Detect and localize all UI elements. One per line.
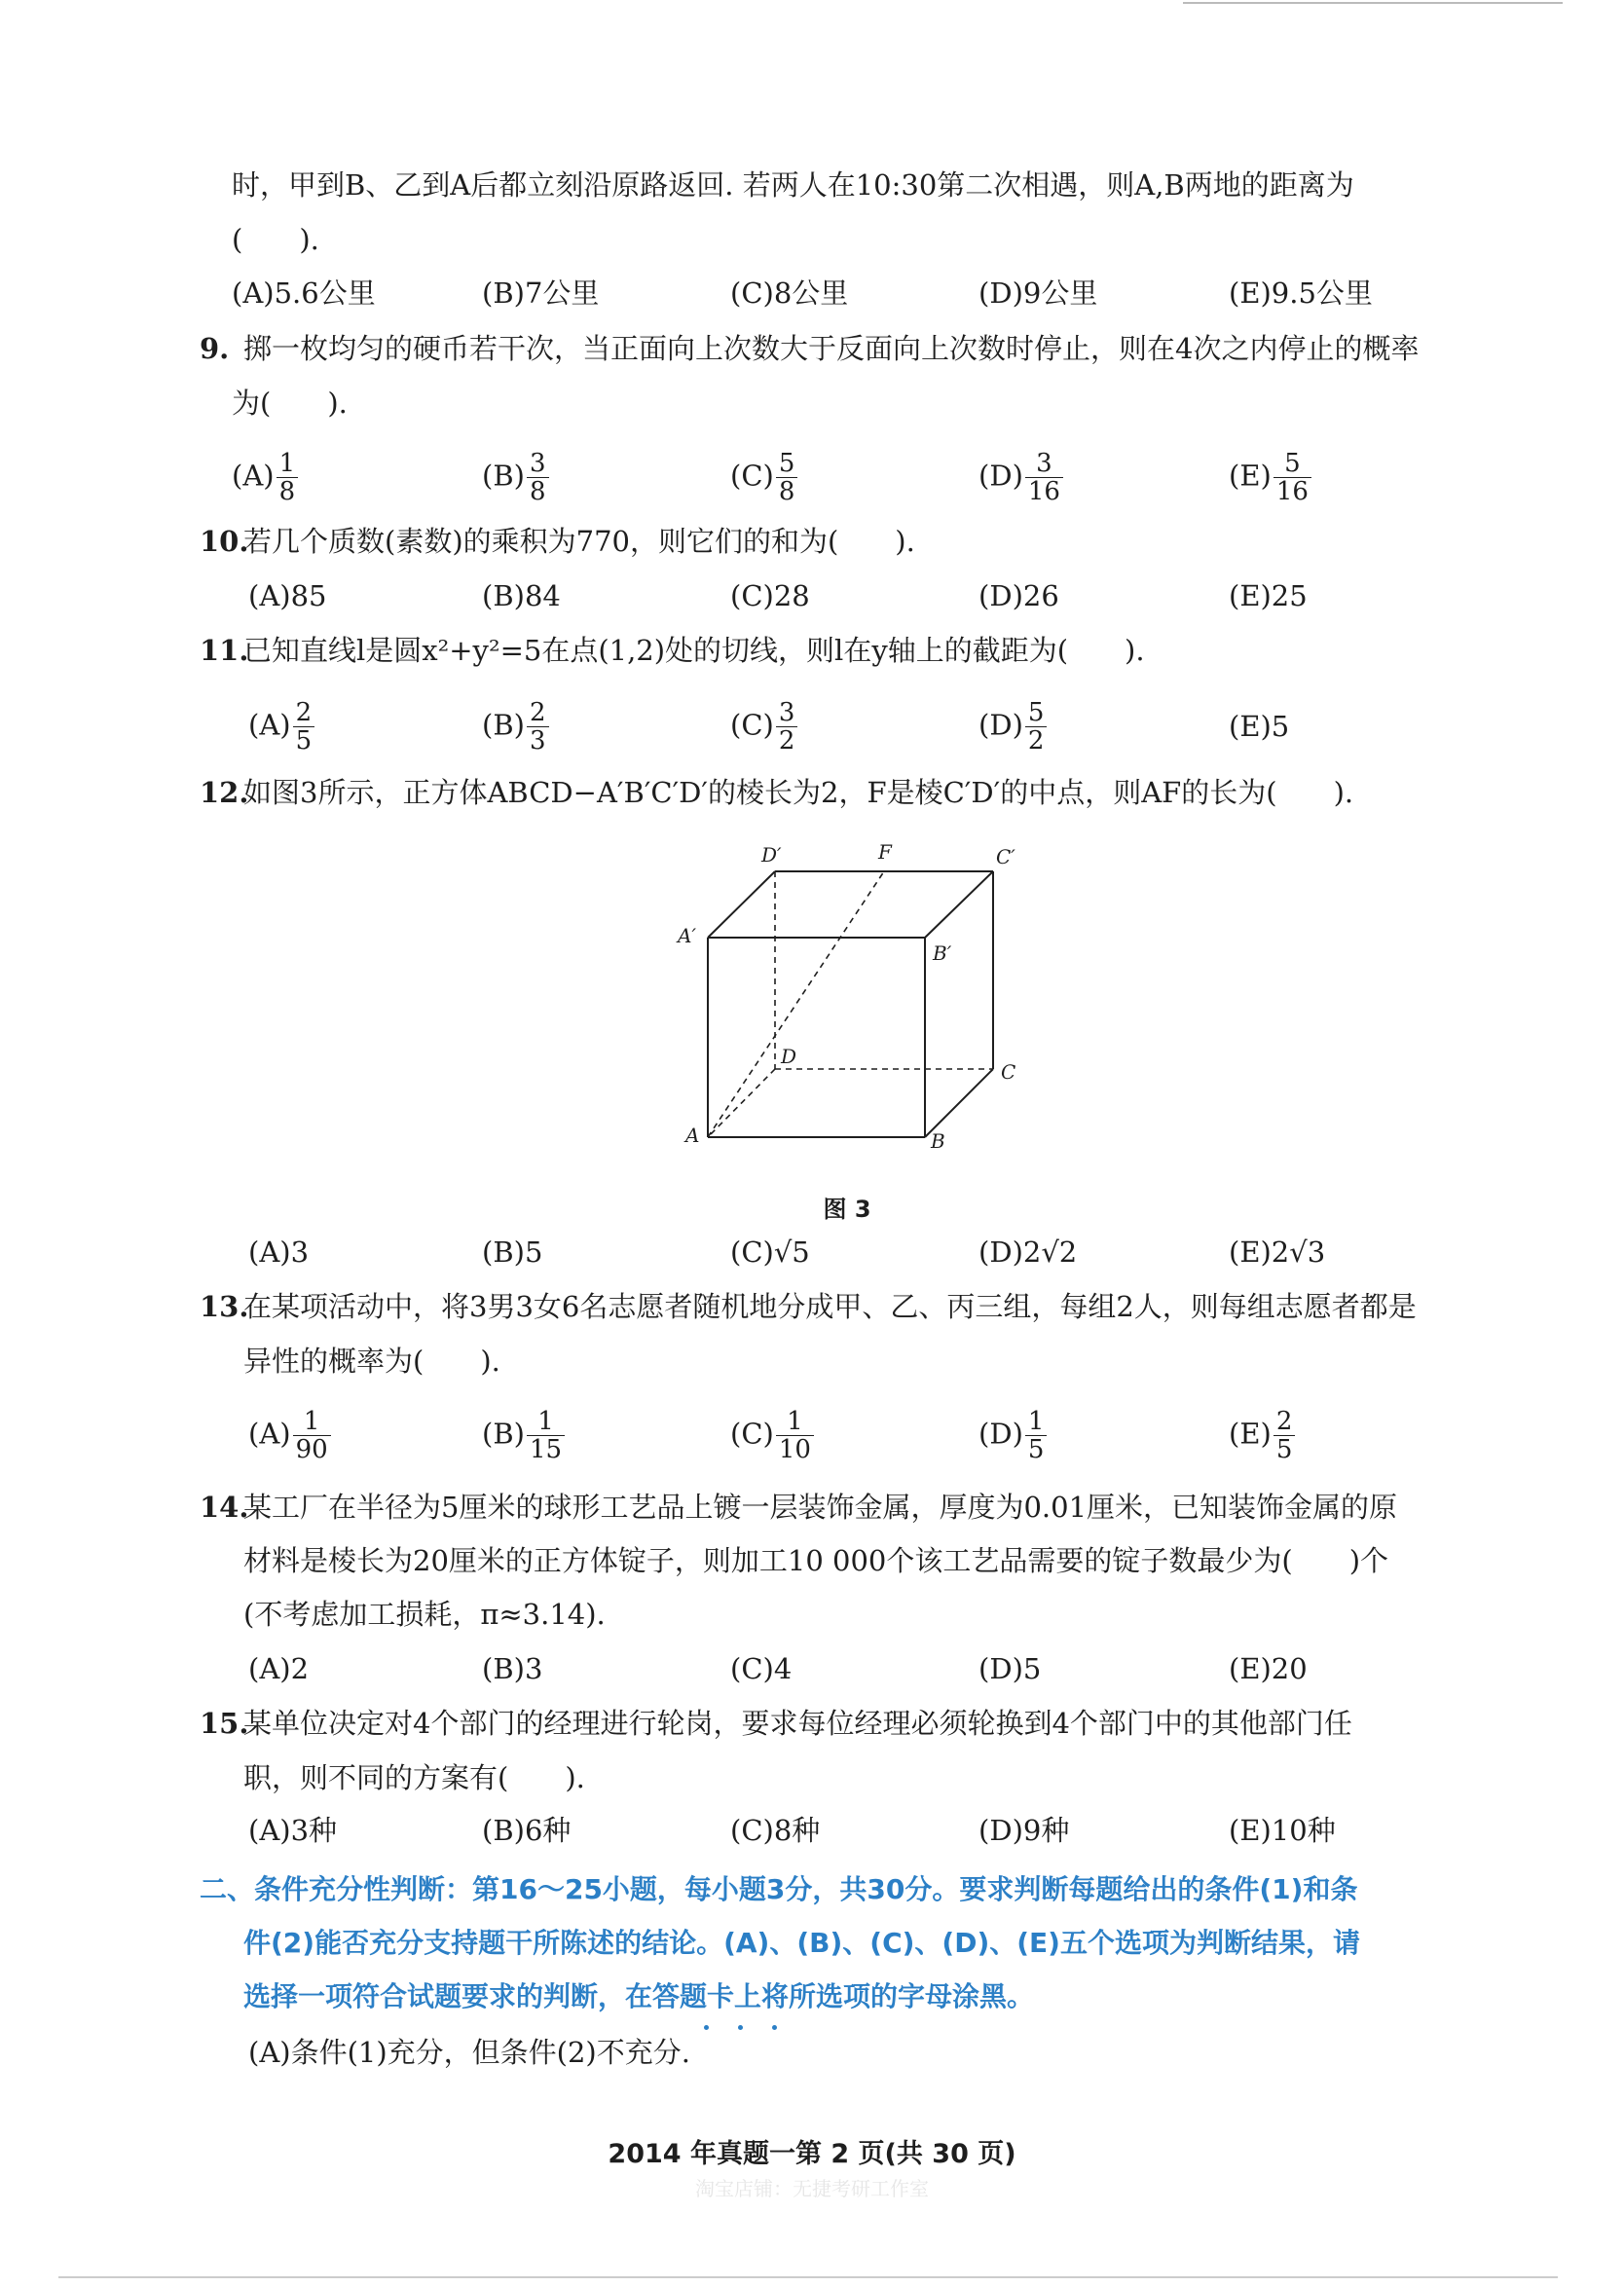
q9-option-c: (C) $\frac{5}{8}$ (730, 450, 797, 505)
q8-text-line1: 时，甲到B、乙到A后都立刻沿原路返回. 若两人在10:30第二次相遇，则A,B两地的距离为 (232, 168, 1354, 202)
q8-option-e: (E)9.5公里 (1229, 277, 1373, 310)
q14-option-e: (E)20 (1229, 1652, 1308, 1685)
q13-option-c: (C) $\frac{1}{10}$ (730, 1408, 814, 1463)
q11-option-a: (A) $\frac{2}{5}$ (248, 699, 314, 755)
q10-option-e: (E)25 (1229, 579, 1308, 612)
q13-text-line2: 异性的概率为( ). (243, 1345, 500, 1378)
q10-option-d: (D)26 (978, 579, 1059, 612)
top-rule (1183, 2, 1563, 4)
q15-option-b: (B)6种 (482, 1814, 572, 1847)
q14-option-a: (A)2 (248, 1652, 310, 1685)
q12-option-e: (E)2√3 (1229, 1236, 1326, 1269)
label-a: A (685, 1124, 700, 1147)
q12-number: 12. (200, 776, 249, 809)
section2-option-a: (A)条件(1)充分，但条件(2)不充分. (248, 2036, 690, 2069)
q14-option-c: (C)4 (730, 1652, 793, 1685)
q10-number: 10. (200, 525, 249, 558)
q13-option-a: (A) $\frac{1}{90}$ (248, 1408, 331, 1463)
q14-number: 14. (200, 1491, 249, 1524)
q8-option-d: (D)9公里 (978, 277, 1098, 310)
q14-text-line1: 某工厂在半径为5厘米的球形工艺品上镀一层装饰金属，厚度为0.01厘米，已知装饰金属的原 (243, 1491, 1398, 1524)
q13-option-e: (E) $\frac{2}{5}$ (1229, 1408, 1295, 1463)
q11-number: 11. (200, 634, 249, 667)
q9-option-a: (A) $\frac{1}{8}$ (232, 450, 298, 505)
emphasis-dot (704, 2025, 709, 2030)
section2-heading-line2: 件(2)能否充分支持题干所陈述的结论。(A)、(B)、(C)、(D)、(E)五个选项为判断结果，请 (243, 1927, 1360, 1959)
label-c: C (1001, 1060, 1016, 1084)
q8-text-line2: ( ). (232, 223, 319, 256)
cube-figure (662, 837, 1052, 1168)
label-a-prime: A′ (678, 924, 696, 947)
q11-option-e: (E)5 (1229, 710, 1290, 743)
page-footer: 2014 年真题一第 2 页(共 30 页) (608, 2139, 1016, 2169)
emphasis-dot (772, 2025, 777, 2030)
q15-option-c: (C)8种 (730, 1814, 821, 1847)
q11-option-b: (B) $\frac{2}{3}$ (482, 699, 549, 755)
q13-text-line1: 在某项活动中，将3男3女6名志愿者随机地分成甲、乙、丙三组，每组2人，则每组志愿者都是 (243, 1290, 1417, 1323)
label-f: F (878, 840, 892, 864)
q10-option-c: (C)28 (730, 579, 810, 612)
figure-caption: 图 3 (823, 1196, 871, 1223)
q14-option-d: (D)5 (978, 1652, 1042, 1685)
bottom-rule (58, 2276, 1558, 2278)
label-c-prime: C′ (996, 845, 1015, 868)
q9-option-e: (E) $\frac{5}{16}$ (1229, 450, 1311, 505)
q11-text: 已知直线l是圆x²+y²=5在点(1,2)处的切线，则l在y轴上的截距为( ). (243, 634, 1145, 667)
q13-number: 13. (200, 1290, 249, 1323)
q10-option-a: (A)85 (248, 579, 327, 612)
q12-option-d: (D)2√2 (978, 1236, 1078, 1269)
q8-option-b: (B)7公里 (482, 277, 600, 310)
q8-option-c: (C)8公里 (730, 277, 849, 310)
q9-text-line2: 为( ). (232, 387, 348, 420)
q14-text-line3: (不考虑加工损耗，π≈3.14). (243, 1598, 606, 1631)
emphasis-dot (738, 2025, 743, 2030)
q13-option-b: (B) $\frac{1}{15}$ (482, 1408, 565, 1463)
q8-option-a: (A)5.6公里 (232, 277, 376, 310)
q15-text-line1: 某单位决定对4个部门的经理进行轮岗，要求每位经理必须轮换到4个部门中的其他部门任 (243, 1707, 1352, 1740)
q9-text-line1: 掷一枚均匀的硬币若干次，当正面向上次数大于反面向上次数时停止，则在4次之内停止的概率 (243, 332, 1420, 365)
q12-option-b: (B)5 (482, 1236, 543, 1269)
q15-option-a: (A)3种 (248, 1814, 338, 1847)
q12-option-a: (A)3 (248, 1236, 310, 1269)
q15-text-line2: 职，则不同的方案有( ). (243, 1761, 585, 1794)
watermark: 淘宝店铺：无捷考研工作室 (695, 2177, 929, 2200)
label-d: D (781, 1045, 797, 1068)
label-d-prime: D′ (761, 843, 782, 867)
q15-option-e: (E)10种 (1229, 1814, 1336, 1847)
label-b: B (931, 1129, 945, 1153)
section2-heading-line3: 选择一项符合试题要求的判断，在答题卡上将所选项的字母涂黑。 (243, 1980, 1035, 2012)
q10-text: 若几个质数(素数)的乘积为770，则它们的和为( ). (243, 525, 915, 558)
q13-option-d: (D) $\frac{1}{5}$ (978, 1408, 1047, 1463)
q14-option-b: (B)3 (482, 1652, 543, 1685)
label-b-prime: B′ (933, 941, 952, 965)
q15-number: 15. (200, 1707, 249, 1740)
q11-option-d: (D) $\frac{5}{2}$ (978, 699, 1047, 755)
section2-heading-line1: 二、条件充分性判断：第16～25小题，每小题3分，共30分。要求判断每题给出的条件(1)和条 (200, 1873, 1358, 1905)
q15-option-d: (D)9种 (978, 1814, 1070, 1847)
q14-text-line2: 材料是棱长为20厘米的正方体锭子，则加工10 000个该工艺品需要的锭子数最少为( )个 (243, 1544, 1389, 1577)
q9-option-b: (B) $\frac{3}{8}$ (482, 450, 549, 505)
q10-option-b: (B)84 (482, 579, 561, 612)
q12-option-c: (C)√5 (730, 1236, 810, 1269)
q12-text: 如图3所示，正方体ABCD−A′B′C′D′的棱长为2，F是棱C′D′的中点，则AF的长为( ). (243, 776, 1354, 809)
q11-option-c: (C) $\frac{3}{2}$ (730, 699, 797, 755)
q9-number: 9. (200, 332, 230, 365)
q9-option-d: (D) $\frac{3}{16}$ (978, 450, 1063, 505)
